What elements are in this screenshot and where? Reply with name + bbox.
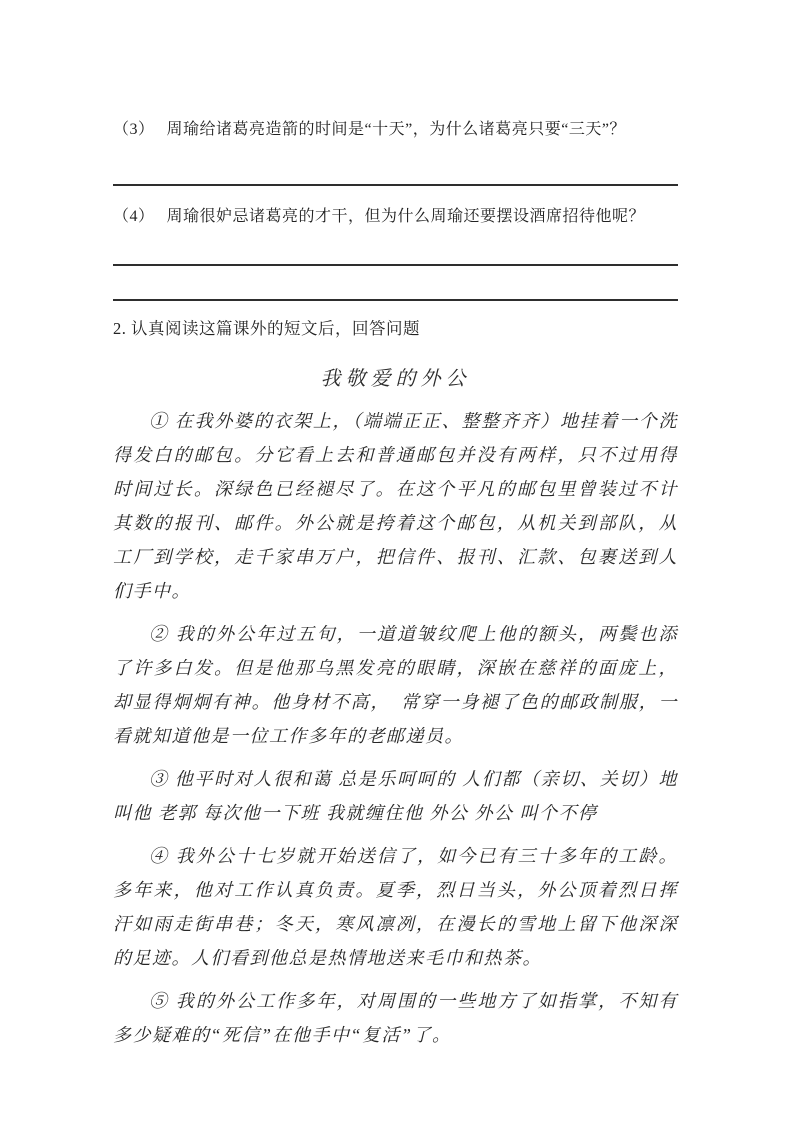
question-3: [113, 118, 678, 142]
question-4-text: 周瑜很妒忌诸葛亮的才干，但为什么周瑜还要摆设酒席招待他呢？: [166, 208, 646, 225]
answer-line: [113, 299, 678, 301]
passage-paragraph-2: ② 我的外公年过五旬，一道道皱纹爬上他的额头，两鬓也添了许多白发。但是他那乌黑发亮的眼睛，深嵌在慈祥的面庞上，却显得炯炯有神。他身材不高， 常穿一身褪了色的邮政制服，一看就知道他是一位工作多年的老邮递员。: [113, 624, 678, 746]
passage-paragraph-3: ③ 他平时对人很和蔼 总是乐呵呵的 人们都（亲切、关切）地叫他 老郭 每次他一下班 我就缠住他 外公 外公 叫个不停: [113, 769, 678, 823]
question-4: [113, 205, 678, 229]
question-3-number: （3）: [113, 121, 155, 138]
question-3-text: 周瑜给诸葛亮造箭的时间是“十天”，为什么诸葛亮只要“三天”？: [166, 121, 626, 138]
answer-line: [113, 264, 678, 266]
answer-line: [113, 184, 678, 186]
section-2-heading: 2. 认真阅读这篇课外的短文后，回答问题: [113, 319, 420, 338]
passage-paragraph-5: ⑤ 我的外公工作多年，对周围的一些地方了如指掌，不知有多少疑难的“死信”在他手中“复活”了。: [113, 991, 678, 1045]
passage-paragraph-1: ① 在我外婆的衣架上，（端端正正、整整齐齐）地挂着一个洗得发白的邮包。分它看上去和普通邮包并没有两样，只不过用得时间过长。深绿色已经褪尽了。在这个平凡的邮包里曾装过不计其数的报刊、邮件。外公就是挎着这个邮包，从机关到部队，从工厂到学校，走千家串万户，把信件、报刊、汇款、包裹送到人们手中。: [113, 411, 678, 601]
passage-body: [113, 404, 678, 1052]
question-4-number: （4）: [113, 208, 155, 225]
passage-paragraph-4: ④ 我外公十七岁就开始送信了，如今已有三十多年的工龄。多年来，他对工作认真负责。夏季，烈日当头，外公顶着烈日挥汗如雨走街串巷；冬天，寒风凛冽，在漫长的雪地上留下他深深的足迹。人们看到他总是热情地送来毛巾和热茶。: [113, 846, 678, 968]
passage-title: 我敬爱的外公: [320, 368, 471, 390]
